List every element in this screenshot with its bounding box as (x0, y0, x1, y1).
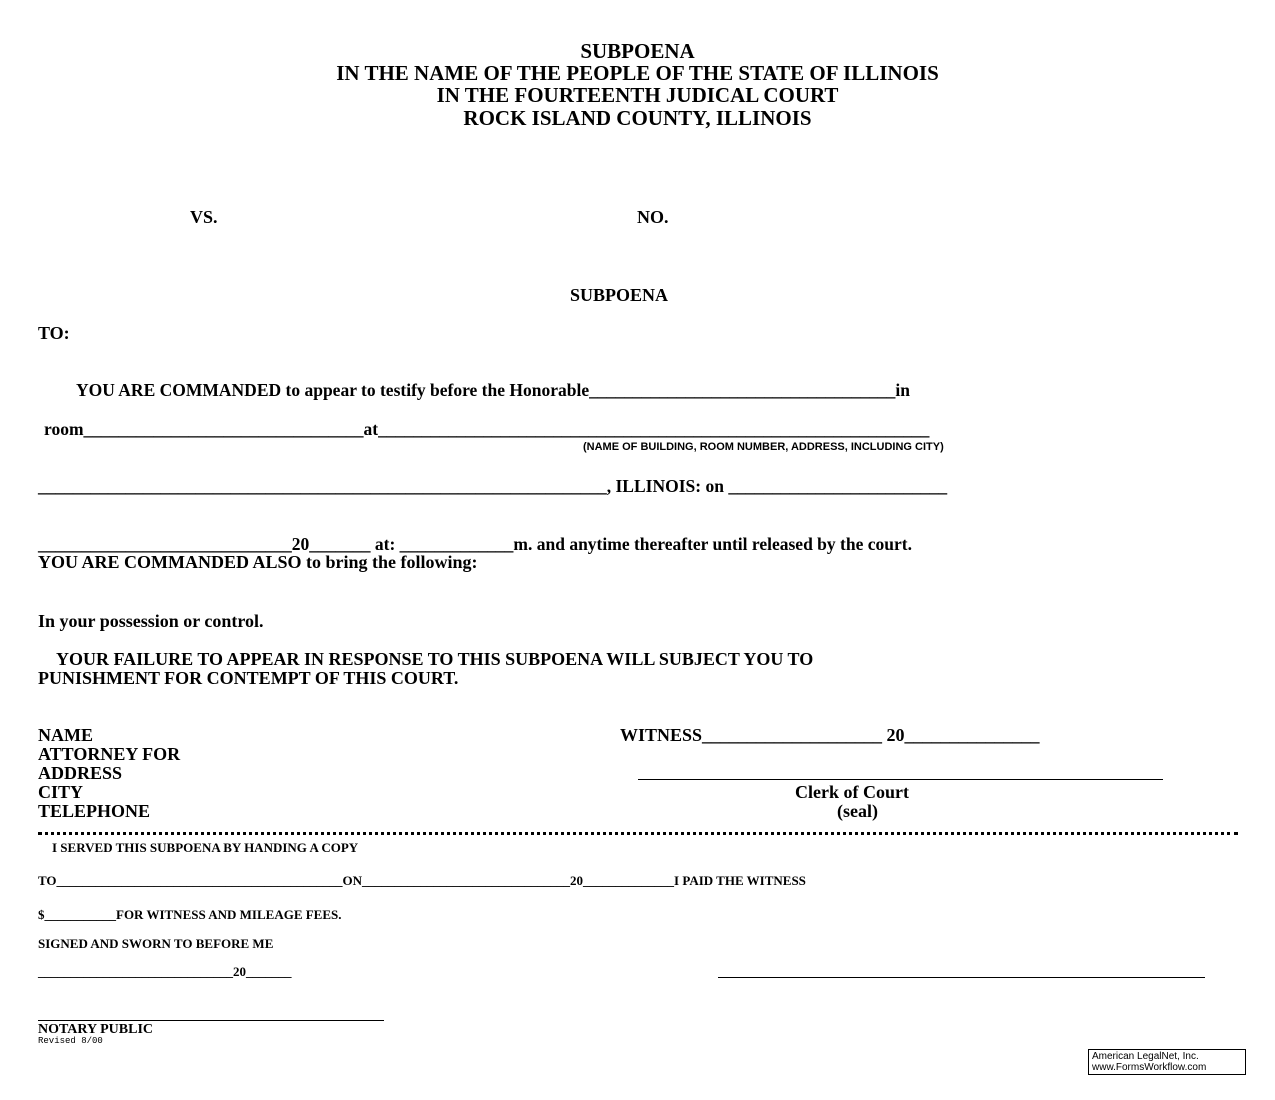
header-line-3: IN THE FOURTEENTH JUDICAL COURT (436, 83, 839, 107)
also-line: YOU ARE COMMANDED ALSO to bring the following: (38, 552, 478, 572)
clerk-label: Clerk of Court (795, 782, 909, 802)
notary-signature-line (38, 1020, 384, 1021)
logo-line-2: www.FormsWorkflow.com (1092, 1062, 1207, 1073)
seal-label: (seal) (837, 801, 878, 821)
room-note: (NAME OF BUILDING, ROOM NUMBER, ADDRESS, INCLUDING CITY) (583, 441, 944, 453)
attorney-for-label: ATTORNEY FOR (38, 744, 181, 764)
fees-line: $___________FOR WITNESS AND MILEAGE FEES. (38, 907, 342, 922)
possession-line: In your possession or control. (38, 611, 264, 631)
publisher-logo (1088, 1049, 1246, 1075)
failure-line-1: YOUR FAILURE TO APPEAR IN RESPONSE TO THIS SUBPOENA WILL SUBJECT YOU TO (56, 649, 814, 669)
commanded-line: YOU ARE COMMANDED to appear to testify before the Honorable___________________________________in (76, 380, 910, 400)
to-label: TO: (38, 323, 70, 343)
served-line: I SERVED THIS SUBPOENA BY HANDING A COPY (52, 840, 359, 855)
address-label: ADDRESS (38, 763, 123, 783)
failure-line-2: PUNISHMENT FOR CONTEMPT OF THIS COURT. (38, 668, 459, 688)
city-label: CITY (38, 782, 84, 802)
date-line: _____________________________20_______ at: _____________m. and anytime thereafter until released by the court. (38, 534, 912, 554)
header-title: SUBPOENA (580, 39, 695, 63)
clerk-signature-line (638, 779, 1163, 780)
logo-line-1: American LegalNet, Inc. (1092, 1051, 1199, 1062)
notary-label: NOTARY PUBLIC (38, 1022, 154, 1037)
document-title: SUBPOENA (570, 285, 669, 305)
header-line-2: IN THE NAME OF THE PEOPLE OF THE STATE OF ILLINOIS (336, 61, 939, 85)
telephone-label: TELEPHONE (38, 801, 151, 821)
dotted-divider (38, 832, 1238, 835)
header-line-4: ROCK ISLAND COUNTY, ILLINOIS (463, 106, 812, 130)
attorney-name-label: NAME (38, 725, 93, 745)
served-to-line: TO____________________________________________ON________________________________20______________I PAID THE WITNESS (38, 873, 806, 888)
revised-label: Revised 8/00 (38, 1036, 103, 1046)
case-number-label: NO. (637, 207, 669, 227)
witness-line: WITNESS____________________ 20_______________ (620, 725, 1040, 745)
room-line: room________________________________at_______________________________________________________________ (44, 419, 930, 439)
illinois-line: _________________________________________________________________, ILLINOIS: on _________________________ (38, 476, 948, 496)
signed-line: SIGNED AND SWORN TO BEFORE ME (38, 936, 274, 951)
vs-label: VS. (190, 207, 218, 227)
signature-line (718, 977, 1205, 978)
notary-date-line: ______________________________20_______ (38, 964, 292, 979)
